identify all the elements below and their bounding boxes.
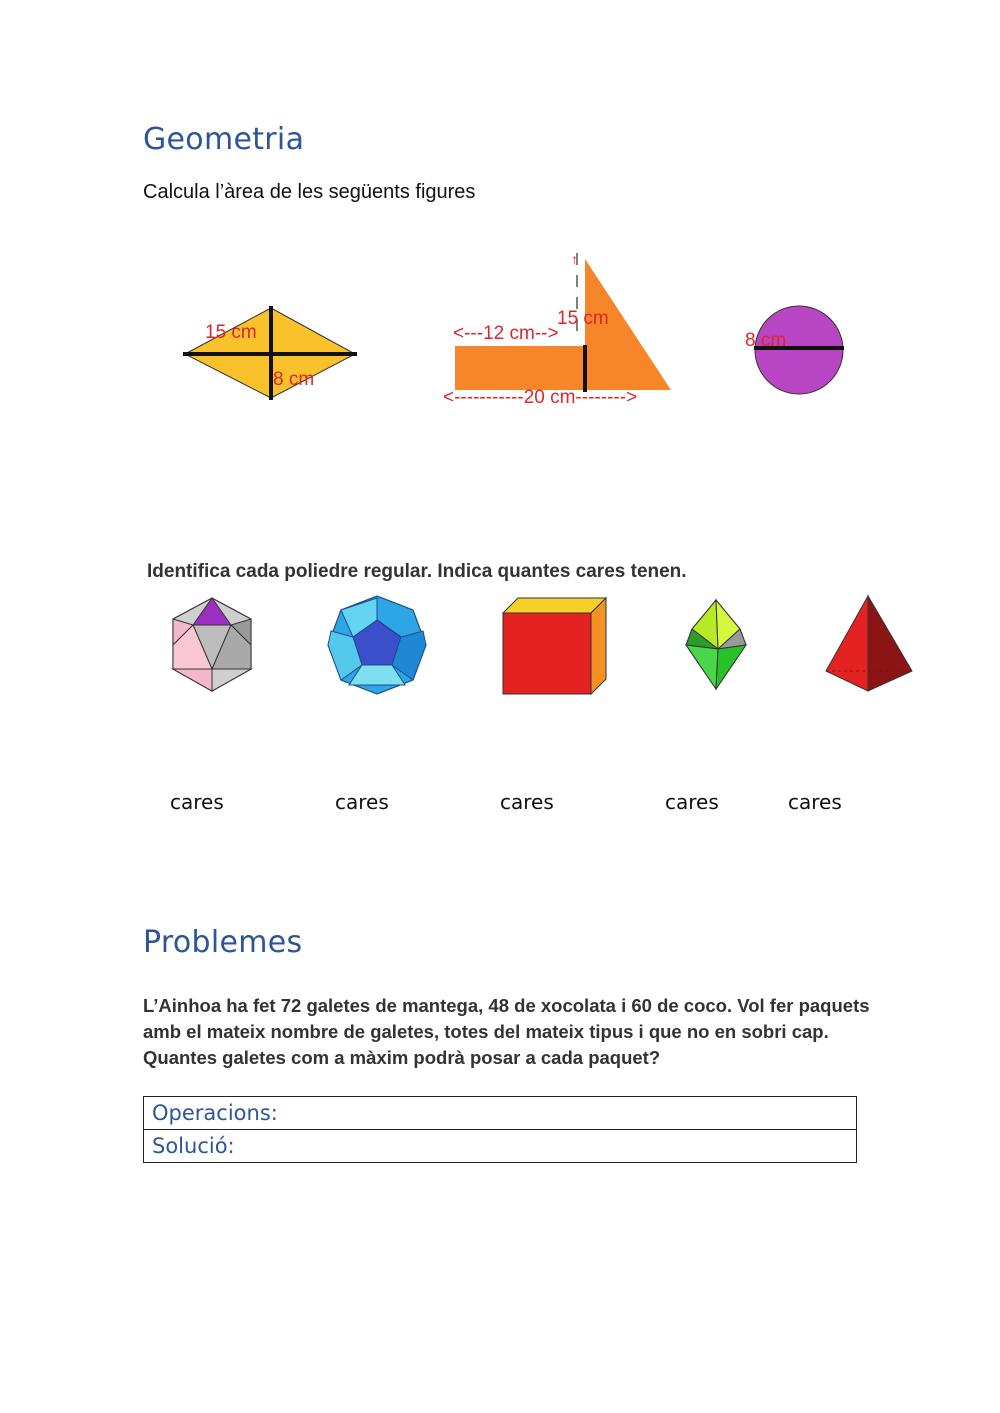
section-title-problems: Problemes <box>143 925 303 960</box>
problem-line: Quantes galetes com a màxim podrà posar a cada paquet? <box>143 1047 661 1068</box>
rect-length-label: <---12 cm--> <box>453 323 559 344</box>
total-length-label: <-----------20 cm--------> <box>443 387 638 408</box>
answer-table <box>143 1096 857 1163</box>
problem-statement <box>143 993 943 1071</box>
circle-figure <box>740 300 855 400</box>
rhombus-figure <box>175 300 370 405</box>
icosahedron-icon <box>165 595 260 695</box>
faces-label-icosahedron: cares <box>170 790 224 814</box>
problem-line: L’Ainhoa ha fet 72 galetes de mantega, 48 de xocolata i 60 de coco. Vol fer paquets <box>143 995 870 1016</box>
triangle-height-label: 15 cm <box>557 308 609 329</box>
svg-text:↑: ↑ <box>571 251 578 267</box>
polyhedra-instruction: Identifica cada poliedre regular. Indica quantes cares tenen. <box>147 561 687 582</box>
cube-icon <box>500 595 610 697</box>
section-title-geometry: Geometria <box>143 122 305 157</box>
faces-label-dodecahedron: cares <box>335 790 389 814</box>
problem-line: amb el mateix nombre de galetes, totes del mateix tipus i que no en sobri cap. <box>143 1021 829 1042</box>
octahedron-icon <box>680 597 752 693</box>
rhombus-short-diagonal-label: 8 cm <box>273 369 315 390</box>
circle-diameter-label: 8 cm <box>745 330 787 351</box>
operations-field[interactable]: Operacions: <box>144 1097 857 1130</box>
composite-figure <box>435 245 695 410</box>
rhombus-long-diagonal-label: 15 cm <box>205 322 257 343</box>
dodecahedron-icon <box>325 593 430 697</box>
faces-label-cube: cares <box>500 790 554 814</box>
faces-label-tetrahedron: cares <box>788 790 842 814</box>
tetrahedron-icon <box>820 593 920 695</box>
faces-label-octahedron: cares <box>665 790 719 814</box>
geometry-instruction: Calcula l’àrea de les següents figures <box>143 181 476 203</box>
solution-field[interactable]: Solució: <box>144 1130 857 1163</box>
